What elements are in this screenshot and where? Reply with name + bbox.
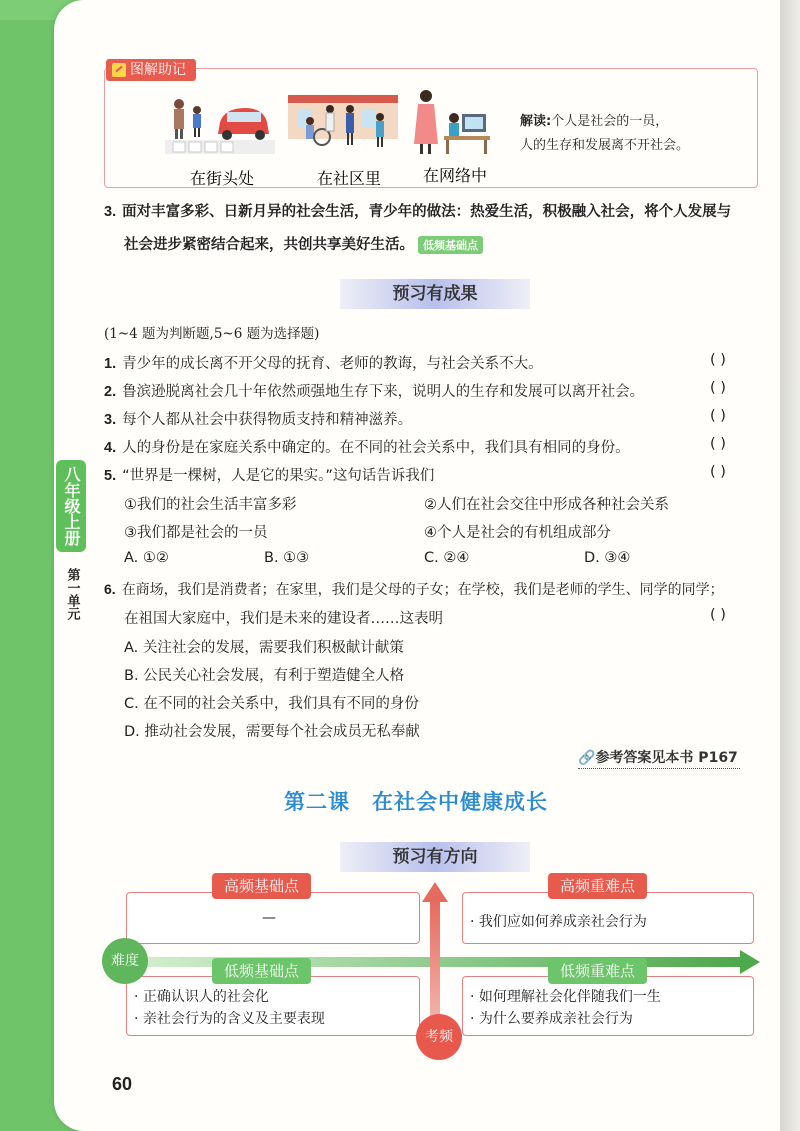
answer-blank-5[interactable]: ( ): [710, 464, 726, 480]
q5-option-d[interactable]: D. ③④: [584, 550, 631, 566]
page-number: 60: [112, 1074, 133, 1094]
answer-blank-4[interactable]: ( ): [710, 436, 726, 452]
q6-option-c[interactable]: C. 在不同的社会关系中，我们具有不同的身份: [124, 696, 419, 712]
lesson-title: 第二课 在社会中健康成长: [284, 789, 548, 814]
question-3: 3. 每个人都从社会中获得物质支持和精神滋养。: [104, 412, 413, 428]
reading-label: 解读:: [520, 114, 552, 129]
high-hard-label: 高频重难点: [548, 873, 647, 899]
question-6-line1: 6. 在商场，我们是消费者；在家里，我们是父母的子女；在学校，我们是老师的学生、同学的同学；: [104, 581, 724, 598]
scene3-caption: 在网络中: [423, 166, 488, 185]
question-6-line2: 在祖国大家庭中，我们是未来的建设者……这表明: [124, 611, 443, 627]
grade-label: 八年级上册: [62, 466, 81, 546]
point3-line1: [104, 200, 731, 221]
question-2: 2. 鲁滨逊脱离社会几十年依然顽强地生存下来，说明人的生存和发展可以离开社会。: [104, 384, 645, 400]
q6-option-b[interactable]: B. 公民关心社会发展，有利于塑造健全人格: [124, 668, 405, 684]
answer-reference[interactable]: 🔗参考答案见本书 P167: [578, 747, 740, 769]
reading-text: [520, 110, 689, 158]
scene1-caption: 在街头处: [190, 169, 255, 188]
point3-number: 3.: [104, 204, 117, 220]
q5-option-a[interactable]: A. ①②: [124, 550, 169, 566]
question-5: 5. “世界是一棵树，人是它的果实。”这句话告诉我们: [104, 468, 435, 484]
high-basic-label: 高频基础点: [212, 873, 311, 899]
q5-option-c[interactable]: C. ②④: [424, 550, 470, 566]
q5-statement-3: ③我们都是社会的一员: [124, 525, 268, 541]
preview-result-banner: 预习有成果: [340, 279, 530, 309]
low-hard-label: 低频重难点: [548, 958, 647, 984]
community-scene-image: [288, 95, 398, 160]
q5-option-b[interactable]: B. ①③: [264, 550, 310, 566]
question-4: 4. 人的身份是在家庭关系中确定的。在不同的社会关系中，我们具有相同的身份。: [104, 440, 630, 456]
answer-blank-2[interactable]: ( ): [710, 380, 726, 396]
q6-option-a[interactable]: A. 关注社会的发展，需要我们积极献计献策: [124, 640, 404, 656]
answer-blank-6[interactable]: ( ): [710, 607, 726, 623]
preview-direction-banner: 预习有方向: [340, 842, 530, 872]
low-hard-item-2: · 为什么要养成亲社会行为: [470, 1011, 633, 1027]
q5-statement-2: ②人们在社会交往中形成各种社会关系: [424, 497, 669, 513]
low-basic-item-2: · 亲社会行为的含义及主要表现: [134, 1011, 325, 1027]
question-instruction: (1~4 题为判断题,5~6 题为选择题): [104, 326, 320, 342]
link-icon: 🔗: [578, 750, 596, 766]
answer-blank-1[interactable]: ( ): [710, 352, 726, 368]
answer-blank-3[interactable]: ( ): [710, 408, 726, 424]
low-basic-item-1: · 正确认识人的社会化: [134, 989, 269, 1005]
low-frequency-badge: 低频基础点: [418, 236, 483, 254]
question-1: 1. 青少年的成长离不开父母的抚育、老师的教诲，与社会关系不大。: [104, 356, 543, 372]
unit-side-label: 第一单元: [64, 568, 80, 620]
point3-text2: 社会进步紧密结合起来，共创共享美好生活。: [124, 237, 414, 253]
reading-line1: 个人是社会的一员，: [551, 114, 669, 129]
illustration-tag-label: 图解助记: [130, 62, 186, 78]
book-edge: [780, 0, 800, 1131]
pencil-icon: [112, 63, 126, 77]
frequency-axis-label: 考频: [416, 1014, 462, 1060]
reading-line2: 人的生存和发展离不开社会。: [520, 138, 690, 153]
q6-option-d[interactable]: D. 推动社会发展，需要每个社会成员无私奉献: [124, 724, 420, 740]
point3-text1: 面对丰富多彩、日新月异的社会生活，青少年的做法：热爱生活，积极融入社会，将个人发展与: [122, 204, 732, 220]
scene2-caption: 在社区里: [317, 169, 382, 188]
point3-line2: [124, 233, 483, 254]
street-scene-image: [165, 90, 275, 160]
network-scene-image: [410, 88, 495, 160]
high-hard-item: · 我们应如何养成亲社会行为: [470, 914, 647, 930]
q5-statement-1: ①我们的社会生活丰富多彩: [124, 497, 297, 513]
q5-statement-4: ④个人是社会的有机组成部分: [424, 525, 611, 541]
difficulty-axis-label: 难度: [102, 938, 148, 984]
low-hard-item-1: · 如何理解社会化伴随我们一生: [470, 989, 661, 1005]
grade-side-tab: [56, 460, 86, 552]
high-basic-item: —: [262, 910, 276, 926]
low-basic-label: 低频基础点: [212, 958, 311, 984]
illustration-tag: [106, 59, 196, 81]
